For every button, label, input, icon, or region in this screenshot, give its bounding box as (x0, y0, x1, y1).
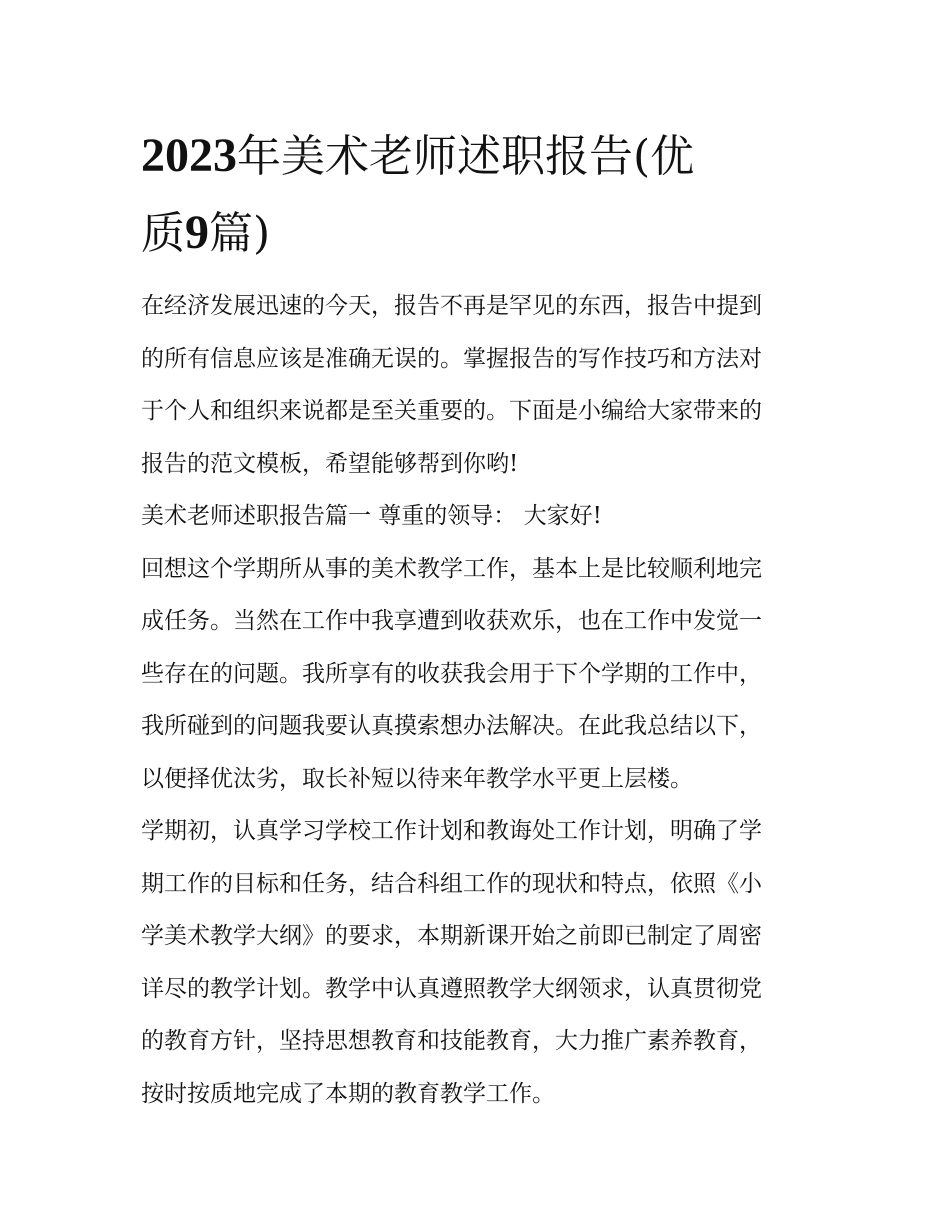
paragraph-plan (141, 805, 821, 1120)
text-line: 学期初，认真学习学校工作计划和教诲处工作计划，明确了学 (141, 818, 762, 844)
title-year: 2023 (141, 129, 237, 182)
text-line: 按时按质地完成了本期的教育教学工作。 (141, 1080, 555, 1107)
title-line-1 (141, 118, 821, 195)
text-line: 成任务。当然在工作中我享遭到收获欢乐，也在工作中发觉一 (141, 608, 762, 634)
text-line: 些存在的问题。我所享有的收获我会用于下个学期的工作中， (141, 660, 762, 687)
text-line: 以便择优汰劣，取长补短以待来年教学水平更上层楼。 (141, 765, 693, 792)
text-line: 回想这个学期所从事的美术教学工作，基本上是比较顺利地完 (141, 555, 762, 582)
paragraph-review (141, 543, 821, 806)
text-line: 美术老师述职报告篇一 尊重的领导： 大家好! (141, 503, 602, 529)
title-count: 9 (185, 206, 209, 259)
paragraph-intro (141, 280, 821, 490)
text-line: 期工作的目标和任务，结合科组工作的现状和特点，依照《小 (141, 870, 762, 897)
paragraph-greeting (141, 490, 821, 543)
title-text-2-pre: 质 (141, 208, 185, 259)
text-line: 报告的范文模板，希望能够帮到你哟! (141, 450, 519, 477)
text-line: 我所碰到的问题我要认真摸索想办法解决。在此我总结以下， (141, 713, 762, 739)
title-text: 年美术老师述职报告(优 (237, 131, 695, 182)
text-line: 详尽的教学计划。教学中认真遵照教学大纲领求，认真贯彻党 (141, 975, 762, 1002)
title-line-2 (141, 195, 821, 272)
title-text-2-post: 篇) (209, 208, 271, 259)
text-line: 的教育方针，坚持思想教育和技能教育，大力推广素养教育， (141, 1028, 762, 1054)
text-line: 学美术教学大纲》的要求，本期新课开始之前即已制定了周密 (141, 923, 762, 949)
text-line: 于个人和组织来说都是至关重要的。下面是小编给大家带来的 (141, 398, 762, 424)
document-title (141, 118, 821, 272)
document-content (141, 118, 821, 1120)
document-body (141, 280, 821, 1120)
text-line: 的所有信息应该是准确无误的。掌握报告的写作技巧和方法对 (141, 345, 762, 372)
text-line: 在经济发展迅速的今天，报告不再是罕见的东西，报告中提到 (141, 293, 762, 319)
